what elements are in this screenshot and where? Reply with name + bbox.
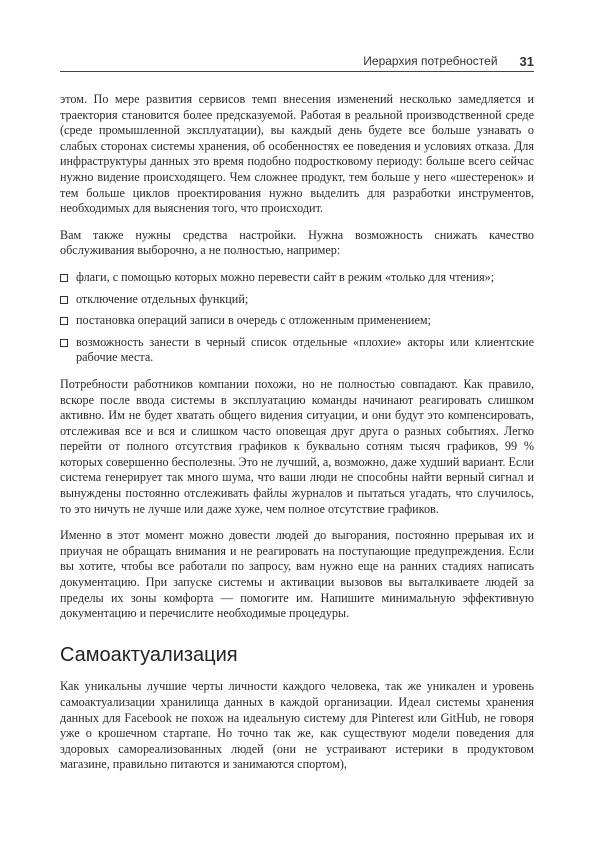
list-item — [60, 335, 534, 366]
running-header — [60, 51, 534, 72]
square-bullet-icon — [60, 339, 68, 347]
list-item-text: флаги, с помощью которых можно перевести сайт в режим «только для чтения»; — [76, 269, 495, 284]
paragraph: Потребности работников компании похожи, но не полностью совпадают. Как правило, вскоре после ввода системы в эксплуатацию команды начинают реагировать слишком активно. Им не будет хватать общего видения ситуации, и они будут это компенсировать, отслеживая все и вся и слишком часто оповещая друг друга о разных событиях. Легко перейти от полного отсутствия графиков к буквально сотням тысяч графиков, 99 % которых совершенно бесполезны. Это не лучший, а, возможно, даже худший вариант. Если система генерирует так много шума, что ваши люди не способны найти верный сигнал и вынуждены постоянно отслеживать файлы журналов и пытаться угадать, что случилось, то это ничуть не лучше или даже хуже, чем полное отсутствие графиков. — [60, 376, 534, 516]
list-item — [60, 270, 534, 286]
list-item — [60, 313, 534, 329]
paragraph: Как уникальны лучшие черты личности каждого человека, так же уникален и уровень самоактуализации хранилища данных в каждой организации. Идеал системы хранения данных для Facebook не похож на идеальную систему для Pinterest или GitHub, не говоря уже о крошечном стартапе. Но точно так же, как существуют модели поведения для здоровых самореализованных людей (они не устраивают истерики в продуктовом магазине, правильно питаются и занимаются спортом), — [60, 679, 534, 772]
square-bullet-icon — [60, 274, 68, 282]
square-bullet-icon — [60, 296, 68, 304]
list-item-text: постановка операций записи в очередь с отложенным применением; — [76, 313, 431, 328]
list-item — [60, 292, 534, 308]
list-item-text: возможность занести в черный список отдельные «плохие» акторы или клиентские рабочие места. — [76, 334, 534, 365]
chapter-title: Иерархия потребностей — [363, 54, 498, 68]
paragraph: Вам также нужны средства настройки. Нужна возможность снижать качество обслуживания выборочно, а не полностью, например: — [60, 227, 534, 258]
page-number: 31 — [519, 53, 534, 69]
paragraph: Именно в этот момент можно довести людей до выгорания, постоянно прерывая их и приучая не обращать внимания и не реагировать на поступающие предупреждения. Если вы хотите, чтобы все работали по запросу, вам нужно еще на ранних стадиях написать документацию. При запуске системы и активации вызовов вы выталкиваете людей за пределы их зоны комфорта — помогите им. Напишите минимальную эффективную документацию и перечислите необходимые процедуры. — [60, 528, 534, 621]
bullet-list — [60, 270, 534, 366]
list-item-text: отключение отдельных функций; — [76, 291, 249, 306]
section-heading: Самоактуализация — [60, 643, 238, 666]
paragraph: этом. По мере развития сервисов темп внесения изменений несколько замедляется и траектория становится более предсказуемой. Работая в реальной производственной среде (среде промышленной эксплуатации), вы каждый день будете все больше узнавать о слабых сторонах системы хранения, об особенностях ее поведения и условиях отказа. Для инфраструктуры данных это время подобно подростковому периоду: больше всего сейчас нужно видение происходящего. Чем сложнее продукт, тем больше у него «шестеренок» и тем больше циклов проектирования нужно выделить для разработки инструментов, необходимых для выяснения того, что происходит. — [60, 92, 534, 216]
square-bullet-icon — [60, 317, 68, 325]
page-content — [60, 92, 534, 784]
